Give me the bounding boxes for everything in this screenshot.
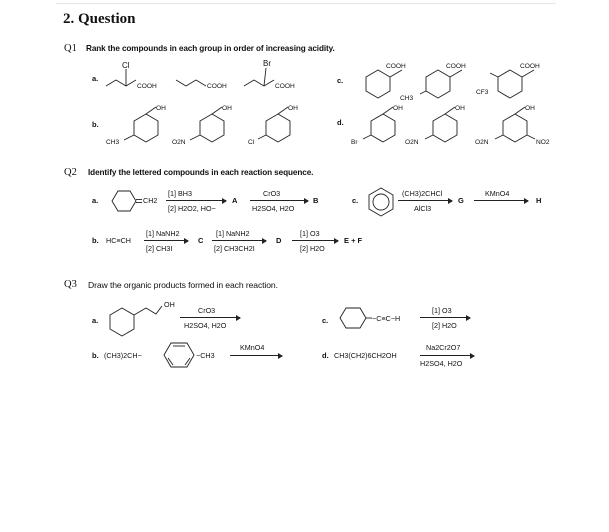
q2-a-product-a: A xyxy=(232,196,238,205)
q3-a-r-bot: H2SO4, H2O xyxy=(184,321,227,330)
q3-d-r-bot: H2SO4, H2O xyxy=(420,359,463,368)
q1-b-ring3-sub-bond xyxy=(258,135,266,139)
q1-c-ring3-cf3-bond xyxy=(490,73,498,77)
q3-a-cyclohexane xyxy=(110,308,134,336)
q1-a-mol1-cooh: COOH xyxy=(137,83,157,90)
q1-c-ring3-bond xyxy=(522,70,534,77)
q1-a-mol3-br-bond xyxy=(264,68,266,86)
q2-c-aromatic-circle xyxy=(373,194,389,210)
q2-c-benzene xyxy=(364,186,398,220)
q3-c-cyclohexane xyxy=(340,308,366,328)
q2-c-arrow2 xyxy=(474,200,528,201)
q3-b-ring xyxy=(164,343,194,367)
q1-prompt: Rank the compounds in each group in order of increasing acidity. xyxy=(86,44,335,53)
q2-a-r1-bot: [2] H2O2, HO− xyxy=(168,204,216,213)
q1-b-mol2-oh: OH xyxy=(222,105,232,112)
q1-d-ring3-no2-bond xyxy=(527,135,535,139)
q1-d-ring2-sub-bond xyxy=(425,135,433,139)
q2-c-product-g: G xyxy=(458,196,464,205)
q2-b-products-ef: E + F xyxy=(344,236,363,245)
q3-b-arrow xyxy=(230,355,282,356)
q1-a-mol3-cooh: COOH xyxy=(275,83,295,90)
q2-c-product-h: H xyxy=(536,196,542,205)
q1-c-ring2-bond xyxy=(450,70,462,77)
q1-d-ring3-sub-bond xyxy=(495,135,503,139)
q1-c-structures xyxy=(350,58,565,108)
q2-a-r2-top: CrO3 xyxy=(263,189,281,198)
q3-c-ring xyxy=(334,302,374,336)
q3-b-r-top: KMnO4 xyxy=(240,343,265,352)
q1-d-mol3-no2: NO2 xyxy=(536,139,550,146)
q1-a-mol2-chain xyxy=(176,80,206,86)
q2-a-product-b: B xyxy=(313,196,319,205)
q1-d-mol1-oh: OH xyxy=(393,105,403,112)
q1-c-ring1 xyxy=(366,70,390,98)
q2-b-product-c: C xyxy=(198,236,204,245)
q1-b-label: b. xyxy=(92,120,99,129)
q3-d-arrow xyxy=(420,355,474,356)
q1-b-structures xyxy=(100,102,330,150)
q3-d-start: CH3(CH2)6CH2OH xyxy=(334,351,397,360)
q2-b-r1-top: [1] NaNH2 xyxy=(146,229,180,238)
q2-b-arrow1 xyxy=(144,240,188,241)
q1-b-ring2 xyxy=(200,114,224,142)
q2-b-product-d: D xyxy=(276,236,282,245)
top-divider xyxy=(56,3,556,4)
q3-c-arrow xyxy=(420,317,470,318)
q2-a-label: a. xyxy=(92,196,99,205)
q1-c-ring2 xyxy=(426,70,450,98)
q3-b-left: (CH3)2CH− xyxy=(104,351,142,360)
q3-c-r-top: [1] O3 xyxy=(432,306,452,315)
q1-d-ring3-oh-bond xyxy=(515,107,525,114)
q2-prompt: Identify the lettered compounds in each reaction sequence. xyxy=(88,168,314,177)
q1-d-ring1 xyxy=(371,114,395,142)
q3-c-r-bot: [2] H2O xyxy=(432,321,457,330)
q2-b-label: b. xyxy=(92,236,99,245)
q1-d-ring1-oh-bond xyxy=(383,107,393,114)
q3-b-right: −CH3 xyxy=(196,351,215,360)
q3-a-oh: OH xyxy=(164,300,175,309)
q1-b-ring1-oh-bond xyxy=(146,107,156,114)
q2-c-r1-bot: AlCl3 xyxy=(414,204,432,213)
q3-number: Q3 xyxy=(64,279,77,290)
q1-c-ring2-ch3-bond xyxy=(420,91,426,94)
q2-b-arrow2 xyxy=(212,240,266,241)
q1-b-mol3-cl: Cl xyxy=(248,139,255,146)
q2-a-ring xyxy=(104,186,140,216)
q2-a-r1-top: [1] BH3 xyxy=(168,189,192,198)
q1-c-ring3 xyxy=(498,70,522,98)
q1-b-ring1-sub-bond xyxy=(124,135,134,140)
q2-a-arrow2 xyxy=(250,200,308,201)
q3-d-label: d. xyxy=(322,351,329,360)
q1-d-mol1-br: Br xyxy=(351,139,358,146)
q3-a-label: a. xyxy=(92,316,99,325)
q3-prompt: Draw the organic products formed in each reaction. xyxy=(88,280,278,290)
page-title: 2. Question xyxy=(63,11,136,27)
q1-b-ring3-oh-bond xyxy=(278,107,288,114)
q2-c-r2-top: KMnO4 xyxy=(485,189,510,198)
q1-c-mol2-ch3: CH3 xyxy=(400,95,414,102)
q2-a-cyclohexane xyxy=(112,191,136,211)
q2-c-label: c. xyxy=(352,196,359,205)
q1-a-mol2-cooh: COOH xyxy=(207,83,227,90)
q1-c-mol2-cooh: COOH xyxy=(446,63,466,70)
q2-a-r2-bot: H2SO4, H2O xyxy=(252,204,295,213)
q3-d-r-top: Na2Cr2O7 xyxy=(426,343,461,352)
q1-d-ring2-oh-bond xyxy=(445,107,455,114)
q1-d-mol3-o2n: O2N xyxy=(475,139,489,146)
q1-d-ring3 xyxy=(503,114,527,142)
q1-b-mol2-o2n: O2N xyxy=(172,139,186,146)
q1-d-mol2-oh: OH xyxy=(455,105,465,112)
q1-b-mol3-oh: OH xyxy=(288,105,298,112)
q1-d-mol2-o2n: O2N xyxy=(405,139,419,146)
q1-d-ring1-sub-bond xyxy=(363,135,371,139)
q2-b-r2-top: [1] NaNH2 xyxy=(216,229,250,238)
q3-a-chain xyxy=(134,306,162,315)
q1-b-ring3 xyxy=(266,114,290,142)
q1-c-label: c. xyxy=(337,76,344,85)
q2-b-r1-bot: [2] CH3I xyxy=(146,244,173,253)
q3-a-r-top: CrO3 xyxy=(198,306,216,315)
q1-a-mol3-chain xyxy=(244,80,274,86)
q1-b-ring1 xyxy=(134,114,158,142)
q1-d-mol3-oh: OH xyxy=(525,105,535,112)
q1-c-mol1-cooh: COOH xyxy=(386,63,406,70)
q2-b-r3-bot: [2] H2O xyxy=(300,244,325,253)
q1-d-label: d. xyxy=(337,118,344,127)
q2-number: Q2 xyxy=(64,167,77,178)
q1-a-label: a. xyxy=(92,74,99,83)
q2-c-r1-top: (CH3)2CHCl xyxy=(402,189,443,198)
q1-b-mol1-oh: OH xyxy=(156,105,166,112)
q1-a-structures xyxy=(100,58,340,98)
q1-b-mol1-ch3: CH3 xyxy=(106,139,120,146)
q2-a-arrow1 xyxy=(166,200,226,201)
q1-c-ring1-bond xyxy=(390,70,402,77)
q1-c-mol3-cf3: CF3 xyxy=(476,89,489,96)
q1-d-ring2 xyxy=(433,114,457,142)
q2-b-arrow3 xyxy=(292,240,338,241)
q3-c-label: c. xyxy=(322,316,329,325)
q1-b-ring2-sub-bond xyxy=(190,135,200,140)
q1-b-ring2-oh-bond xyxy=(212,107,222,114)
q1-a-mol1-cl: Cl xyxy=(122,61,130,70)
q2-b-r3-top: [1] O3 xyxy=(300,229,320,238)
q3-b-label: b. xyxy=(92,351,99,360)
q1-a-mol3-br: Br xyxy=(263,59,271,68)
q3-a-arrow xyxy=(180,317,240,318)
q2-b-start: HC≡CH xyxy=(106,236,131,245)
q1-number: Q1 xyxy=(64,43,77,54)
q1-c-mol3-cooh: COOH xyxy=(520,63,540,70)
q1-a-mol1-chain xyxy=(106,80,136,86)
q2-b-r2-bot: [2] CH3CH2I xyxy=(214,244,255,253)
q1-d-structures xyxy=(345,102,565,150)
q2-c-arrow1 xyxy=(398,200,452,201)
q3-c-chain: −C≡C−H xyxy=(372,314,401,323)
q2-a-ch2: CH2 xyxy=(143,196,158,205)
